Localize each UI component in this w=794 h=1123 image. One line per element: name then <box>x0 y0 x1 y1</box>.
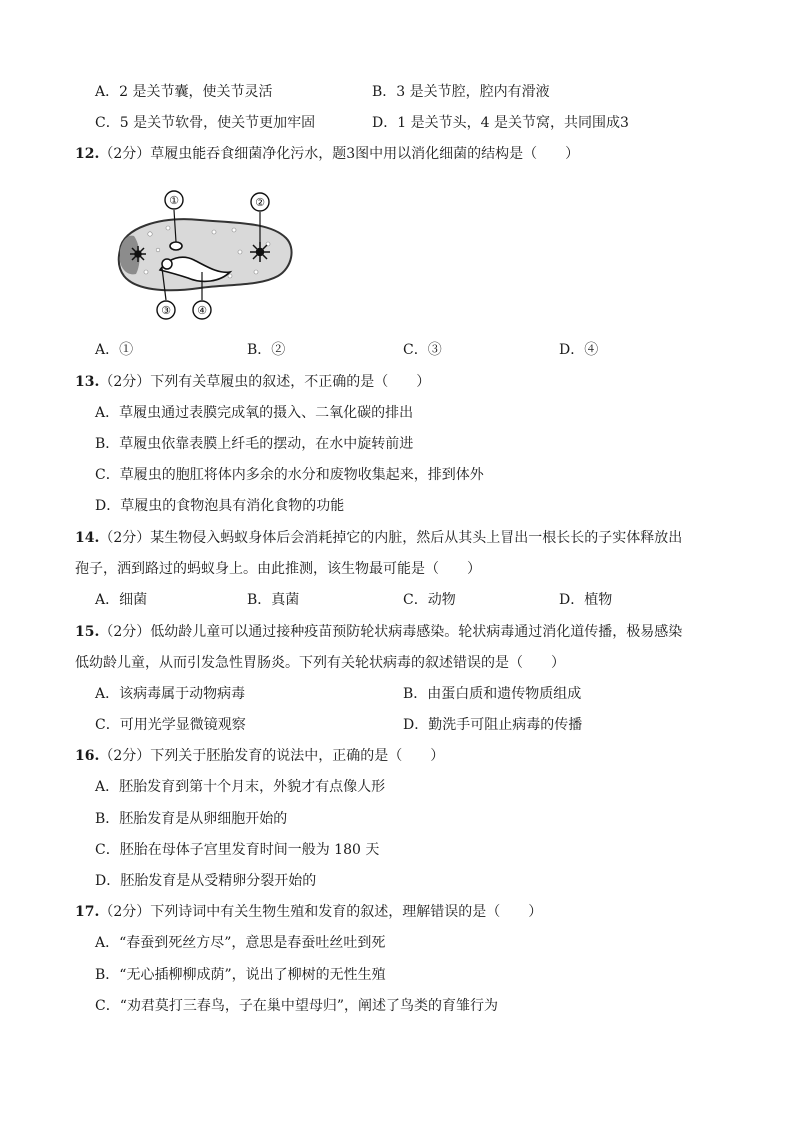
q17-option-c: C．“劝君莫打三春鸟，子在巢中望母归”，阐述了鸟类的育雏行为 <box>95 998 499 1014</box>
q12-option-c: C．③ <box>403 342 442 358</box>
q11-option-a: A．2 是关节囊，使关节灵活 <box>95 84 273 100</box>
q12-option-d: D．④ <box>559 342 599 358</box>
nucleus <box>162 259 172 269</box>
question-number: 12. <box>75 146 100 162</box>
paramecium-figure <box>110 188 300 328</box>
q14-option-a: A．细菌 <box>95 592 148 608</box>
q13-option-a: A．草履虫通过表膜完成氧的摄入、二氧化碳的排出 <box>95 405 414 421</box>
question-stem: （2分）草履虫能吞食细菌净化污水，题3图中用以消化细菌的结构是（ ） <box>99 146 580 162</box>
q16-option-c: C．胚胎在母体子宫里发育时间一般为 180 天 <box>95 842 380 858</box>
q13-option-c: C．草履虫的胞肛将体内多余的水分和废物收集起来，排到体外 <box>95 467 484 483</box>
q16-option-b: B．胚胎发育是从卵细胞开始的 <box>95 811 288 827</box>
question-15-stem-line2: 低幼龄儿童，从而引发急性胃肠炎。下列有关轮状病毒的叙述错误的是（ ） <box>75 655 565 671</box>
question-number: 13. <box>75 374 100 390</box>
q15-option-d: D．勤洗手可阻止病毒的传播 <box>403 717 583 733</box>
q16-option-a: A．胚胎发育到第十个月末，外貌才有点像人形 <box>95 779 386 795</box>
question-number: 16. <box>75 748 100 764</box>
q12-option-a: A．① <box>95 342 134 358</box>
question-15 <box>75 622 682 642</box>
question-12 <box>75 144 579 164</box>
contractile-vacuole-left <box>130 246 146 262</box>
q11-option-b: B．3 是关节腔，腔内有滑液 <box>372 84 550 100</box>
food-vacuole <box>170 242 182 250</box>
question-stem: （2分）下列诗词中有关生物生殖和发育的叙述，理解错误的是（ ） <box>99 904 543 920</box>
question-16 <box>75 746 444 766</box>
question-stem-line1: （2分）某生物侵入蚂蚁身体后会消耗掉它的内脏，然后从其头上冒出一根长长的子实体释放出 <box>99 530 683 546</box>
question-number: 14. <box>75 530 100 546</box>
q14-option-d: D．植物 <box>559 592 613 608</box>
label-2: ② <box>255 196 265 209</box>
question-stem: （2分）下列关于胚胎发育的说法中，正确的是（ ） <box>99 748 445 764</box>
question-number: 15. <box>75 624 100 640</box>
q14-option-c: C．动物 <box>403 592 456 608</box>
q15-option-c: C．可用光学显微镜观察 <box>95 717 246 733</box>
question-13 <box>75 372 430 392</box>
q16-option-d: D．胚胎发育是从受精卵分裂开始的 <box>95 873 317 889</box>
question-14-stem-line2: 孢子，洒到路过的蚂蚁身上。由此推测，该生物最可能是（ ） <box>75 561 481 577</box>
label-1: ① <box>169 194 179 207</box>
q17-option-b: B．“无心插柳柳成荫”，说出了柳树的无性生殖 <box>95 967 386 983</box>
question-stem-line1: （2分）低幼龄儿童可以通过接种疫苗预防轮状病毒感染。轮状病毒通过消化道传播，极易感染 <box>99 624 683 640</box>
q13-option-d: D．草履虫的食物泡具有消化食物的功能 <box>95 498 345 514</box>
label-3: ③ <box>161 304 171 317</box>
q11-option-c: C．5 是关节软骨，使关节更加牢固 <box>95 115 316 131</box>
q13-option-b: B．草履虫依靠表膜上纤毛的摆动，在水中旋转前进 <box>95 436 414 452</box>
question-stem: （2分）下列有关草履虫的叙述，不正确的是（ ） <box>99 374 431 390</box>
q15-option-b: B．由蛋白质和遗传物质组成 <box>403 686 582 702</box>
q17-option-a: A．“春蚕到死丝方尽”，意思是春蚕吐丝吐到死 <box>95 935 386 951</box>
question-14 <box>75 528 682 548</box>
q11-option-d: D．1 是关节头，4 是关节窝，共同围成3 <box>372 115 629 131</box>
label-4: ④ <box>197 304 207 317</box>
q14-option-b: B．真菌 <box>247 592 300 608</box>
question-17 <box>75 902 542 922</box>
question-number: 17. <box>75 904 100 920</box>
q12-option-b: B．② <box>247 342 286 358</box>
q15-option-a: A．该病毒属于动物病毒 <box>95 686 246 702</box>
